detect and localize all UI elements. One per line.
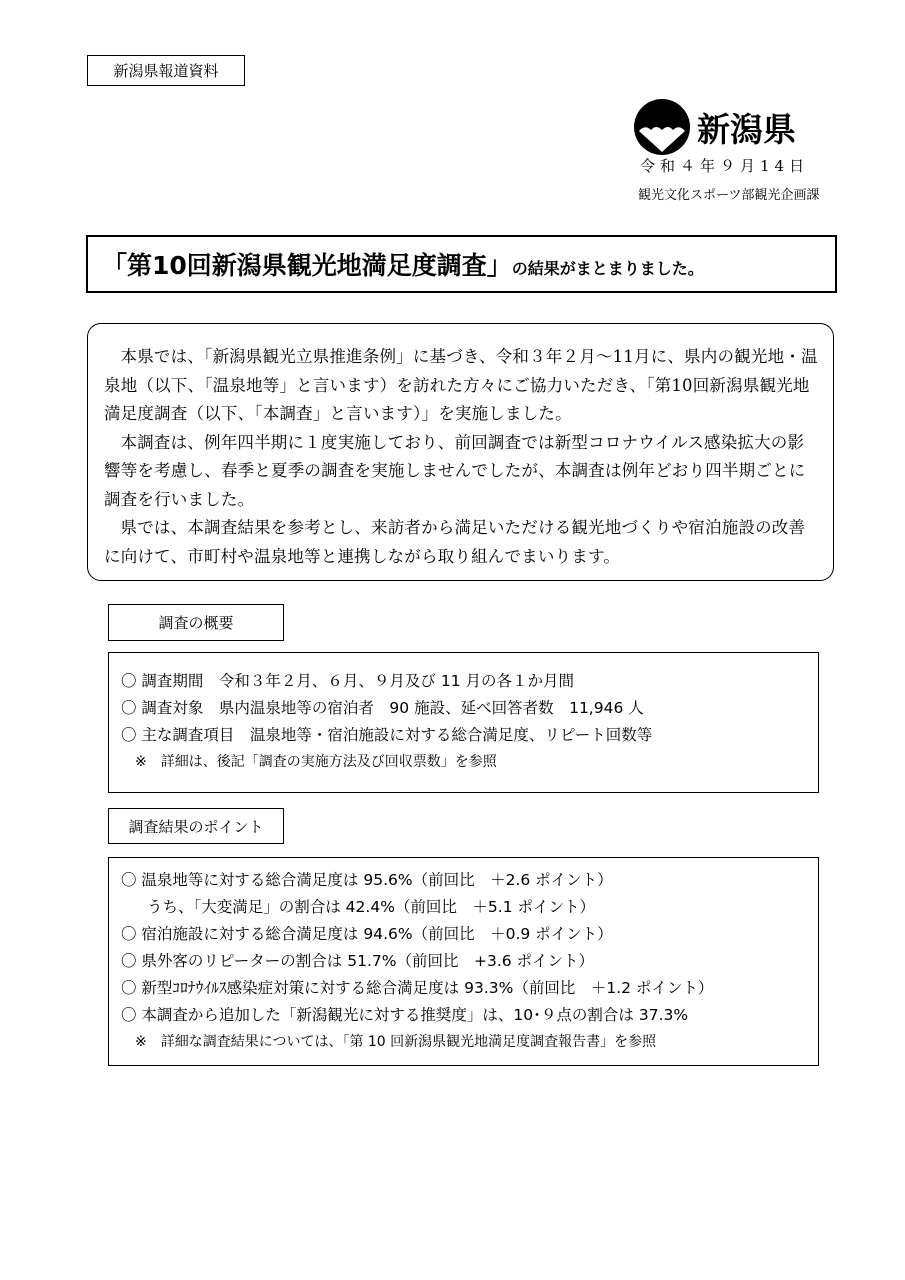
niigata-logo-icon xyxy=(633,98,691,156)
result-item: うち、「大変満足」の割合は 42.4%（前回比 ＋5.1 ポイント） xyxy=(147,898,595,916)
overview-item: 〇 調査期間 令和３年２月、６月、９月及び 11 月の各１か月間 xyxy=(121,672,575,690)
results-box xyxy=(108,857,819,1066)
title-suffix: の結果がまとまりました。 xyxy=(511,258,704,278)
press-label: 新潟県報道資料 xyxy=(113,62,219,80)
result-item: 〇 県外客のリピーターの割合は 51.7%（前回比 +3.6 ポイント） xyxy=(121,952,595,970)
release-date: 令和４年９月14日 xyxy=(640,157,810,175)
intro-paragraph: 本調査は、例年四半期に１度実施しており、前回調査では新型コロナウイルス感染拡大の影響等を考慮し、春季と夏季の調査を実施しませんでしたが、本調査は例年どおり四半期ごとに調査を行いました。 xyxy=(104,432,806,509)
results-note: ※ 詳細な調査結果については、「第 10 回新潟県観光地満足度調査報告書」を参照 xyxy=(135,1034,657,1050)
results-heading: 調査結果のポイント xyxy=(128,817,264,836)
result-item: 〇 新型ｺﾛﾅｳｲﾙｽ感染症対策に対する総合満足度は 93.3%（前回比 ＋1.2 ポイント） xyxy=(121,979,714,997)
press-label-box xyxy=(87,55,245,86)
overview-note: ※ 詳細は、後記「調査の実施方法及び回収票数」を参照 xyxy=(135,754,497,770)
title-box xyxy=(86,235,837,293)
logo-text: 新潟県 xyxy=(697,110,796,149)
overview-heading-box xyxy=(108,604,284,641)
overview-item: 〇 主な調査項目 温泉地等・宿泊施設に対する総合満足度、リピート回数等 xyxy=(121,726,653,744)
intro-paragraph: 本県では、「新潟県観光立県推進条例」に基づき、令和３年２月～11月に、県内の観光地・温泉地（以下、「温泉地等」と言います）を訪れた方々にご協力いただき、「第10回新潟県観光地満足度調査（以下、「本調査」と言います）」を実施しました。 xyxy=(104,347,818,423)
overview-box xyxy=(108,652,819,793)
overview-item: 〇 調査対象 県内温泉地等の宿泊者 90 施設、延べ回答者数 11,946 人 xyxy=(121,699,644,717)
intro-paragraph: 県では、本調査結果を参考とし、来訪者から満足いただける観光地づくりや宿泊施設の改善に向けて、市町村や温泉地等と連携しながら取り組んでまいります。 xyxy=(104,518,806,566)
result-item: 〇 温泉地等に対する総合満足度は 95.6%（前回比 ＋2.6 ポイント） xyxy=(121,871,613,889)
result-item: 〇 宿泊施設に対する総合満足度は 94.6%（前回比 ＋0.9 ポイント） xyxy=(121,925,613,943)
overview-heading: 調査の概要 xyxy=(158,614,234,632)
results-heading-box xyxy=(108,808,284,844)
result-item: 〇 本調査から追加した「新潟観光に対する推奨度」は、10･９点の割合は 37.3% xyxy=(121,1006,689,1024)
department: 観光文化スポーツ部観光企画課 xyxy=(638,188,820,203)
intro-box xyxy=(87,323,834,581)
page-title: 「第10回新潟県観光地満足度調査」 xyxy=(102,251,512,280)
